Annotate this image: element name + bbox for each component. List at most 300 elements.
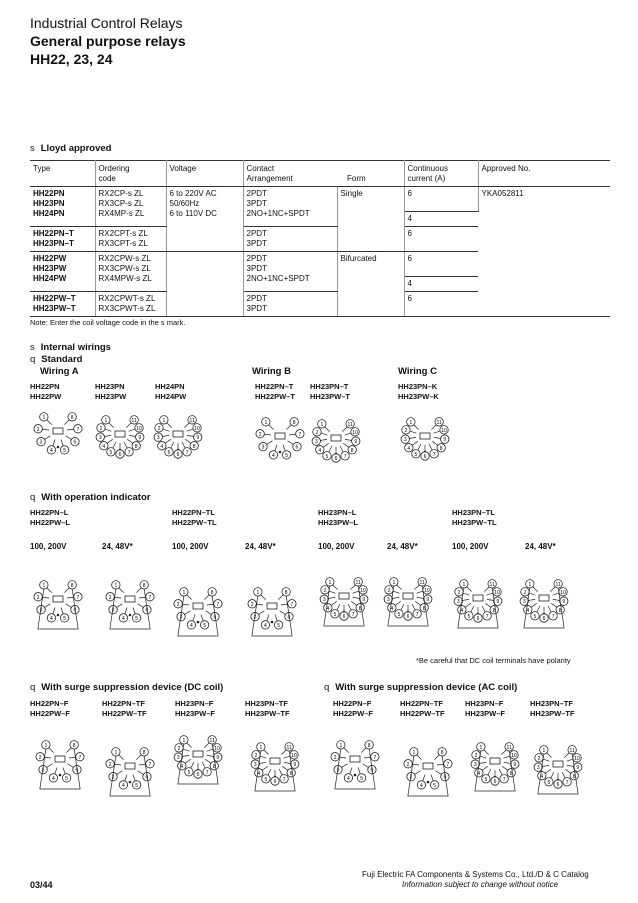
- svg-text:5: 5: [135, 782, 138, 789]
- svg-text:6: 6: [118, 452, 122, 458]
- svg-text:6: 6: [406, 614, 410, 620]
- svg-text:10: 10: [511, 752, 517, 759]
- svg-text:5: 5: [325, 453, 329, 460]
- svg-text:5: 5: [109, 449, 113, 456]
- std-model-4: HH22PN–T HH22PW–T: [255, 382, 296, 401]
- surge-ac-title: q With surge suppression device (AC coil): [324, 682, 518, 693]
- row-type-2: HH22PN–T HH23PN–T: [30, 227, 95, 252]
- dc-model-2: HH22PN–TF HH22PW–TF: [102, 699, 147, 718]
- svg-text:11: 11: [436, 419, 442, 426]
- svg-text:4: 4: [52, 775, 55, 782]
- svg-text:1: 1: [320, 421, 324, 428]
- svg-text:7: 7: [298, 431, 302, 438]
- wiring-a-label: Wiring A: [40, 366, 79, 377]
- svg-text:10: 10: [214, 745, 220, 752]
- th-type: Type: [30, 161, 95, 187]
- svg-text:8: 8: [292, 419, 296, 426]
- svg-text:11: 11: [555, 581, 561, 588]
- ind-model-1: HH22PN–L HH22PW–L: [30, 508, 71, 527]
- svg-text:5: 5: [397, 611, 401, 618]
- svg-text:5: 5: [135, 615, 138, 622]
- row-type-3: HH22PW HH23PW HH24PW: [30, 252, 95, 292]
- svg-text:9: 9: [443, 437, 447, 444]
- row-cur-3a: 6: [404, 252, 478, 277]
- svg-text:9: 9: [576, 765, 580, 772]
- svg-text:3: 3: [253, 614, 257, 621]
- row-code-2: RX2CPT-s ZL RX3CPT-s ZL: [95, 227, 166, 252]
- svg-text:4: 4: [264, 622, 267, 629]
- svg-text:10: 10: [360, 587, 366, 594]
- svg-text:5: 5: [533, 613, 537, 620]
- svg-text:6: 6: [73, 607, 77, 614]
- ind-model-4: HH23PN–TL HH23PW–TL: [452, 508, 497, 527]
- svg-text:2: 2: [258, 431, 262, 438]
- svg-text:6: 6: [145, 607, 149, 614]
- svg-text:2: 2: [406, 761, 410, 768]
- svg-text:8: 8: [70, 582, 74, 589]
- wiring-diagram: [378, 570, 448, 630]
- svg-text:6: 6: [176, 452, 180, 458]
- svg-text:7: 7: [373, 754, 377, 761]
- row-code-3: RX2CPW-s ZL RX3CPW-s ZL RX4MPW-s ZL: [95, 252, 166, 292]
- svg-text:4: 4: [160, 443, 164, 450]
- wiring-b-label: Wiring B: [252, 366, 291, 377]
- wiring-diagram: [242, 580, 312, 640]
- svg-text:1: 1: [42, 414, 46, 421]
- ac-model-2: HH22PN–TF HH22PW–TF: [400, 699, 445, 718]
- wiring-diagram: [245, 735, 315, 795]
- internal-wirings-title: s Internal wirings: [30, 342, 111, 353]
- ind-volt-3: 100, 200V: [172, 542, 209, 551]
- svg-text:4: 4: [318, 447, 322, 454]
- wiring-diagram: [28, 405, 98, 465]
- svg-text:9: 9: [216, 755, 220, 762]
- svg-text:8: 8: [367, 742, 371, 749]
- page-number: 03/44: [30, 880, 53, 890]
- svg-text:1: 1: [542, 747, 546, 754]
- svg-text:1: 1: [339, 742, 343, 749]
- svg-text:10: 10: [424, 587, 430, 594]
- svg-text:3: 3: [522, 599, 526, 606]
- svg-text:4: 4: [50, 447, 53, 454]
- svg-text:8: 8: [289, 770, 293, 777]
- svg-text:4: 4: [540, 773, 544, 780]
- svg-text:6: 6: [287, 614, 291, 621]
- svg-text:7: 7: [78, 754, 82, 761]
- ind-volt-5: 100, 200V: [318, 542, 355, 551]
- svg-text:11: 11: [189, 417, 195, 424]
- row-arr-4: 2PDT 3PDT: [243, 292, 337, 317]
- row-type-1: HH22PN HH23PN HH24PN: [30, 187, 95, 227]
- std-model-5: HH23PN–T HH23PW–T: [310, 382, 351, 401]
- svg-text:4: 4: [477, 770, 481, 777]
- wiring-diagram: [28, 573, 98, 633]
- svg-text:5: 5: [467, 613, 471, 620]
- ind-volt-8: 24, 48V*: [525, 542, 556, 551]
- svg-text:3: 3: [403, 437, 407, 444]
- svg-text:3: 3: [322, 597, 326, 604]
- svg-text:4: 4: [526, 607, 530, 614]
- row-form-1: Single: [337, 187, 404, 252]
- std-model-3: HH24PN HH24PW: [155, 382, 187, 401]
- svg-text:3: 3: [536, 765, 540, 772]
- svg-text:4: 4: [180, 763, 184, 770]
- svg-text:11: 11: [419, 579, 425, 586]
- th-contact: Contact Arrangement Form: [243, 161, 404, 187]
- svg-text:1: 1: [264, 419, 268, 426]
- ac-model-1: HH22PN–F HH22PW–F: [333, 699, 374, 718]
- svg-text:1: 1: [328, 579, 332, 586]
- svg-text:6: 6: [145, 774, 149, 781]
- svg-text:6: 6: [334, 456, 338, 462]
- wiring-diagram: [100, 573, 170, 633]
- svg-text:8: 8: [509, 770, 513, 777]
- wiring-diagram: [395, 410, 465, 470]
- row-arr-1: 2PDT 3PDT 2NO+1NC+SPDT: [243, 187, 337, 227]
- header-line1: Industrial Control Relays: [30, 15, 183, 31]
- svg-text:5: 5: [203, 622, 206, 629]
- header-models: HH22, 23, 24: [30, 51, 113, 67]
- svg-text:10: 10: [352, 429, 358, 436]
- row-cur-4: 6: [404, 292, 478, 317]
- svg-text:6: 6: [342, 614, 346, 620]
- wiring-diagram: [306, 412, 376, 472]
- svg-text:9: 9: [496, 599, 500, 606]
- footer-company: Fuji Electric FA Components & Systems Co., Ltd./D & C Catalog: [362, 870, 589, 879]
- svg-text:6: 6: [75, 767, 79, 774]
- svg-text:11: 11: [506, 744, 512, 751]
- svg-text:10: 10: [494, 589, 500, 596]
- svg-text:1: 1: [256, 589, 260, 596]
- svg-text:4: 4: [420, 782, 423, 789]
- svg-text:2: 2: [108, 761, 112, 768]
- row-form-3: Bifurcated: [337, 252, 404, 317]
- svg-text:3: 3: [176, 755, 180, 762]
- svg-text:5: 5: [264, 776, 268, 783]
- svg-text:10: 10: [574, 755, 580, 762]
- svg-text:8: 8: [440, 749, 444, 756]
- svg-text:11: 11: [489, 581, 495, 588]
- svg-text:1: 1: [114, 582, 118, 589]
- svg-text:7: 7: [343, 453, 347, 460]
- svg-text:2: 2: [537, 755, 541, 762]
- svg-text:2: 2: [323, 587, 327, 594]
- svg-text:11: 11: [131, 417, 137, 424]
- ind-volt-4: 24, 48V*: [245, 542, 276, 551]
- svg-text:1: 1: [114, 749, 118, 756]
- row-cur-3b: 4: [404, 277, 478, 292]
- svg-text:8: 8: [212, 763, 216, 770]
- svg-text:3: 3: [314, 439, 318, 446]
- svg-text:3: 3: [261, 444, 265, 451]
- header-title: General purpose relays: [30, 33, 186, 49]
- svg-text:8: 8: [70, 414, 74, 421]
- svg-text:1: 1: [42, 582, 46, 589]
- standard-title: q Standard: [30, 354, 83, 365]
- svg-text:7: 7: [351, 611, 355, 618]
- svg-text:2: 2: [108, 594, 112, 601]
- svg-text:8: 8: [558, 607, 562, 614]
- svg-text:8: 8: [284, 589, 288, 596]
- svg-text:1: 1: [479, 744, 483, 751]
- svg-text:2: 2: [333, 754, 337, 761]
- th-approved: Approved No.: [478, 161, 610, 187]
- svg-text:9: 9: [562, 599, 566, 606]
- ac-model-3: HH23PN–F HH23PW–F: [465, 699, 506, 718]
- svg-text:10: 10: [291, 752, 297, 759]
- svg-text:5: 5: [414, 451, 418, 458]
- svg-text:7: 7: [148, 761, 152, 768]
- svg-text:8: 8: [572, 773, 576, 780]
- svg-text:4: 4: [102, 443, 106, 450]
- svg-text:7: 7: [485, 613, 489, 620]
- svg-text:9: 9: [293, 762, 297, 769]
- svg-text:2: 2: [404, 427, 408, 434]
- svg-text:11: 11: [209, 737, 215, 744]
- svg-text:7: 7: [502, 776, 506, 783]
- svg-text:10: 10: [560, 589, 566, 596]
- svg-text:2: 2: [157, 425, 161, 432]
- footer-notice: Information subject to change without notice: [402, 880, 559, 889]
- svg-text:1: 1: [182, 589, 186, 596]
- ind-volt-6: 24, 48V*: [387, 542, 418, 551]
- svg-text:5: 5: [333, 611, 337, 618]
- svg-text:8: 8: [72, 742, 76, 749]
- svg-text:8: 8: [192, 443, 196, 450]
- svg-text:3: 3: [156, 435, 160, 442]
- svg-text:4: 4: [347, 775, 350, 782]
- svg-text:3: 3: [456, 599, 460, 606]
- svg-text:6: 6: [213, 614, 217, 621]
- wiring-diagram: [314, 570, 384, 630]
- svg-text:1: 1: [259, 744, 263, 751]
- svg-text:3: 3: [386, 597, 390, 604]
- lloyd-section-title: s Lloyd approved: [30, 143, 112, 154]
- svg-text:10: 10: [194, 425, 200, 432]
- svg-text:5: 5: [63, 615, 66, 622]
- std-model-2: HH23PN HH23PW: [95, 382, 127, 401]
- row-code-4: RX2CPWT-s ZL RX3CPWT-s ZL: [95, 292, 166, 317]
- svg-text:1: 1: [409, 419, 413, 426]
- svg-text:7: 7: [290, 601, 294, 608]
- svg-text:4: 4: [460, 607, 464, 614]
- svg-text:1: 1: [104, 417, 108, 424]
- svg-text:7: 7: [415, 611, 419, 618]
- wiring-c-label: Wiring C: [398, 366, 437, 377]
- row-arr-3: 2PDT 3PDT 2NO+1NC+SPDT: [243, 252, 337, 292]
- svg-text:11: 11: [569, 747, 575, 754]
- svg-text:2: 2: [315, 429, 319, 436]
- svg-text:5: 5: [187, 769, 191, 776]
- svg-text:6: 6: [295, 444, 299, 451]
- svg-text:7: 7: [216, 601, 220, 608]
- svg-text:5: 5: [65, 775, 68, 782]
- polarity-caution: *Be careful that DC coil terminals have polarity: [416, 656, 571, 665]
- wiring-diagram: [168, 728, 238, 788]
- spec-table: [30, 160, 610, 317]
- wiring-diagram: [465, 735, 535, 795]
- wiring-diagram: [325, 733, 395, 793]
- svg-text:1: 1: [44, 742, 48, 749]
- svg-text:4: 4: [272, 452, 275, 459]
- svg-text:3: 3: [253, 762, 257, 769]
- svg-text:3: 3: [41, 767, 45, 774]
- svg-text:11: 11: [355, 579, 361, 586]
- svg-text:6: 6: [476, 616, 480, 622]
- row-approved: YKA052811: [478, 187, 610, 317]
- svg-text:9: 9: [426, 597, 430, 604]
- svg-text:1: 1: [162, 417, 166, 424]
- svg-text:2: 2: [176, 601, 180, 608]
- row-cur-1a: 6: [404, 187, 478, 212]
- svg-text:5: 5: [167, 449, 171, 456]
- svg-text:2: 2: [36, 426, 40, 433]
- dc-model-3: HH23PN–F HH23PW–F: [175, 699, 216, 718]
- svg-text:1: 1: [392, 579, 396, 586]
- svg-text:1: 1: [528, 581, 532, 588]
- surge-dc-title: q With surge suppression device (DC coil): [30, 682, 224, 693]
- svg-text:2: 2: [177, 745, 181, 752]
- svg-text:1: 1: [412, 749, 416, 756]
- th-voltage: Voltage: [166, 161, 243, 187]
- svg-text:9: 9: [354, 439, 358, 446]
- svg-text:11: 11: [286, 744, 292, 751]
- row-cur-2: 6: [404, 227, 478, 252]
- svg-text:6: 6: [196, 772, 200, 778]
- svg-text:7: 7: [148, 594, 152, 601]
- dc-model-4: HH23PN–TF HH23PW–TF: [245, 699, 290, 718]
- row-cur-1b: 4: [404, 212, 478, 227]
- ac-model-4: HH23PN–TF HH23PW–TF: [530, 699, 575, 718]
- svg-text:4: 4: [122, 615, 125, 622]
- svg-text:3: 3: [111, 607, 115, 614]
- table-note: Note: Enter the coil voltage code in the s mark.: [30, 318, 186, 327]
- ind-volt-1: 100, 200V: [30, 542, 67, 551]
- svg-text:7: 7: [565, 779, 569, 786]
- svg-text:6: 6: [73, 439, 77, 446]
- svg-text:6: 6: [542, 616, 546, 622]
- svg-text:8: 8: [492, 607, 496, 614]
- ind-volt-2: 24, 48V*: [102, 542, 133, 551]
- svg-text:2: 2: [38, 754, 42, 761]
- row-type-4: HH22PW–T HH23PW–T: [30, 292, 95, 317]
- svg-text:6: 6: [443, 774, 447, 781]
- wiring-diagram: [30, 733, 100, 793]
- svg-text:7: 7: [76, 594, 80, 601]
- svg-text:10: 10: [136, 425, 142, 432]
- dc-model-1: HH22PN–F HH22PW–F: [30, 699, 71, 718]
- svg-text:11: 11: [347, 421, 353, 428]
- wiring-diagram: [528, 738, 598, 798]
- svg-text:4: 4: [190, 622, 193, 629]
- svg-text:7: 7: [551, 613, 555, 620]
- row-code-1: RX2CP-s ZL RX3CP-s ZL RX4MP-s ZL: [95, 187, 166, 227]
- svg-text:6: 6: [370, 767, 374, 774]
- wiring-diagram: [168, 580, 238, 640]
- svg-text:3: 3: [39, 439, 43, 446]
- svg-text:7: 7: [185, 449, 189, 456]
- svg-text:3: 3: [111, 774, 115, 781]
- wiring-diagram: [148, 408, 218, 468]
- svg-text:3: 3: [336, 767, 340, 774]
- svg-text:2: 2: [254, 752, 258, 759]
- th-current: Continuous current (A): [404, 161, 478, 187]
- svg-text:3: 3: [409, 774, 413, 781]
- svg-text:8: 8: [142, 582, 146, 589]
- svg-text:7: 7: [127, 449, 131, 456]
- svg-text:2: 2: [99, 425, 103, 432]
- svg-text:3: 3: [473, 762, 477, 769]
- std-model-1: HH22PN HH22PW: [30, 382, 62, 401]
- svg-text:5: 5: [63, 447, 66, 454]
- svg-text:7: 7: [282, 776, 286, 783]
- svg-text:4: 4: [390, 605, 394, 612]
- svg-text:6: 6: [423, 454, 427, 460]
- svg-text:8: 8: [134, 443, 138, 450]
- svg-text:5: 5: [360, 775, 363, 782]
- svg-text:8: 8: [358, 605, 362, 612]
- svg-text:8: 8: [142, 749, 146, 756]
- svg-text:5: 5: [433, 782, 436, 789]
- std-model-6: HH23PN–K HH23PW–K: [398, 382, 439, 401]
- svg-text:8: 8: [210, 589, 214, 596]
- ind-volt-7: 100, 200V: [452, 542, 489, 551]
- svg-text:1: 1: [462, 581, 466, 588]
- svg-text:3: 3: [39, 607, 43, 614]
- row-arr-2: 2PDT 3PDT: [243, 227, 337, 252]
- svg-text:3: 3: [179, 614, 183, 621]
- th-ordering: Ordering code: [95, 161, 166, 187]
- svg-text:9: 9: [362, 597, 366, 604]
- svg-text:10: 10: [441, 427, 447, 434]
- ind-model-2: HH22PN–TL HH22PW–TL: [172, 508, 217, 527]
- svg-text:9: 9: [196, 435, 200, 442]
- indicator-title: q With operation indicator: [30, 492, 151, 503]
- svg-text:7: 7: [432, 451, 436, 458]
- svg-text:6: 6: [556, 782, 560, 788]
- svg-text:3: 3: [98, 435, 102, 442]
- svg-text:2: 2: [250, 601, 254, 608]
- svg-text:4: 4: [326, 605, 330, 612]
- row-voltage-1: 6 to 220V AC 50/60Hz 6 to 110V DC: [166, 187, 243, 252]
- svg-text:8: 8: [439, 445, 443, 452]
- svg-text:4: 4: [50, 615, 53, 622]
- svg-text:4: 4: [257, 770, 261, 777]
- ind-model-3: HH23PN–L HH23PW–L: [318, 508, 359, 527]
- wiring-diagram: [448, 572, 518, 632]
- svg-text:7: 7: [446, 761, 450, 768]
- svg-text:7: 7: [205, 769, 209, 776]
- svg-text:6: 6: [273, 779, 277, 785]
- svg-text:2: 2: [387, 587, 391, 594]
- svg-text:4: 4: [407, 445, 411, 452]
- svg-text:2: 2: [36, 594, 40, 601]
- svg-text:9: 9: [513, 762, 517, 769]
- svg-text:7: 7: [76, 426, 80, 433]
- svg-text:1: 1: [182, 737, 186, 744]
- svg-text:2: 2: [457, 589, 461, 596]
- svg-text:5: 5: [547, 779, 551, 786]
- svg-text:2: 2: [523, 589, 527, 596]
- svg-text:5: 5: [285, 452, 288, 459]
- wiring-diagram: [398, 740, 468, 800]
- wiring-diagram: [100, 740, 170, 800]
- wiring-diagram: [514, 572, 584, 632]
- svg-text:4: 4: [122, 782, 125, 789]
- svg-text:5: 5: [484, 776, 488, 783]
- svg-text:6: 6: [493, 779, 497, 785]
- svg-text:9: 9: [138, 435, 142, 442]
